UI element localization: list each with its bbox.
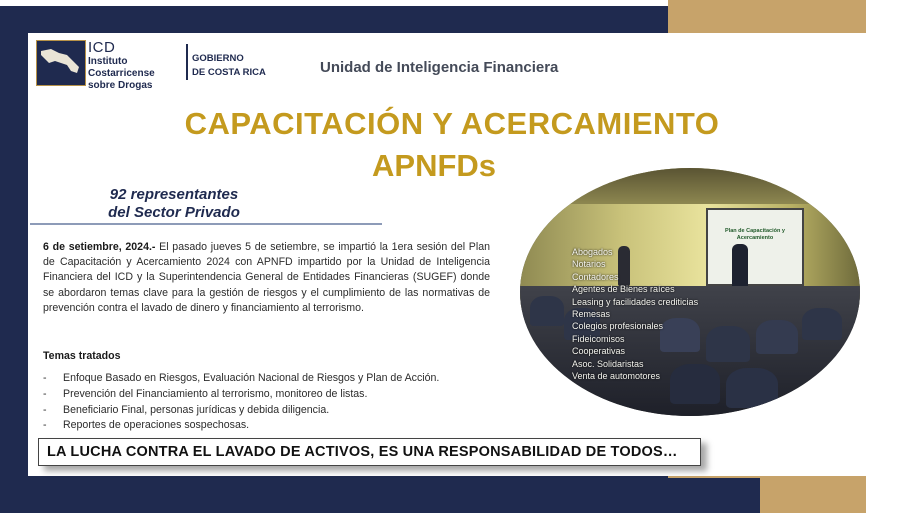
audience-seat (530, 296, 564, 326)
icd-logo-text (88, 40, 155, 92)
topics-heading: Temas tratados (43, 350, 121, 362)
sector-item: Notarios (572, 259, 606, 270)
representatives-line-1: 92 representantes (109, 186, 239, 203)
sectors-list (572, 246, 698, 382)
sector-item: Abogados (572, 247, 613, 257)
icd-line-2: Costarricense (88, 68, 155, 79)
icd-line-1: Instituto (88, 56, 128, 67)
main-title-line-1: CAPACITACIÓN Y ACERCAMIENTO (184, 106, 720, 141)
sector-item: Venta de automotores (572, 371, 661, 382)
sector-item: Cooperativas (572, 346, 626, 357)
unit-name: Unidad de Inteligencia Financiera (320, 59, 559, 76)
sector-item: Leasing y facilidades crediticias (572, 296, 699, 307)
frame-bottom-navy (0, 478, 760, 513)
icd-abbr: ICD (88, 39, 116, 56)
slogan-banner: LA LUCHA CONTRA EL LAVADO DE ACTIVOS, ES UNA RESPONSABILIDAD DE TODOS… (38, 438, 701, 466)
audience-seat (802, 308, 842, 340)
representatives-underline (30, 223, 382, 225)
gov-divider (186, 44, 188, 80)
list-item: - Prevención del Financiamiento al terrorismo, monitoreo de listas. (43, 387, 368, 400)
icd-line-3: sobre Drogas (88, 80, 153, 91)
article-body: El pasado jueves 5 de setiembre, se impartió la 1era sesión del Plan de Capacitación y Acercamiento 2024 con APNFD impartido por la Unidad de Inteligencia Financiera del ICD y la Superintendencia General de Entidades Financieras (SUGEF) donde se abordaron temas clave para la gestión de riesgos y el cumplimiento de las normativas de prevención contra el lavado de dinero y financiamiento al terrorismo. (43, 241, 490, 314)
photo-ceiling (520, 168, 860, 204)
gov-line-1: GOBIERNO (192, 53, 244, 64)
sector-item: Asoc. Solidaristas (572, 358, 644, 369)
gov-logo-text (192, 52, 266, 80)
audience-seat (706, 326, 750, 362)
list-item: - Enfoque Basado en Riesgos, Evaluación Nacional de Riesgos y Plan de Acción. (43, 372, 440, 384)
sector-item: Remesas (572, 309, 611, 320)
list-item: - Beneficiario Final, personas jurídicas y debida diligencia. (43, 403, 330, 416)
sector-item: Contadores (572, 271, 619, 282)
costa-rica-map-logo-icon (36, 40, 86, 86)
list-item: - Reportes de operaciones sospechosas. (43, 419, 250, 432)
presenter (732, 244, 748, 290)
screen-title: Plan de Capacitación y Acercamiento (725, 228, 785, 241)
representatives-line-2: del Sector Privado (108, 204, 240, 221)
audience-seat (726, 368, 778, 408)
sector-item: Agentes de Bienes raíces (572, 284, 675, 295)
topics-list (43, 372, 503, 435)
audience-seat (756, 320, 798, 354)
article-paragraph (43, 240, 490, 316)
sector-item: Colegios profesionales (572, 321, 664, 332)
sector-item: Fideicomisos (572, 333, 625, 344)
representatives-callout (88, 186, 260, 222)
article-date: 6 de setiembre, 2024.- (43, 241, 156, 253)
projection-screen (706, 208, 804, 286)
frame-right-strip (866, 0, 904, 513)
event-photo (520, 168, 860, 416)
main-title-line-2: APNFDs (372, 148, 497, 183)
gov-line-2: DE COSTA RICA (192, 67, 266, 78)
